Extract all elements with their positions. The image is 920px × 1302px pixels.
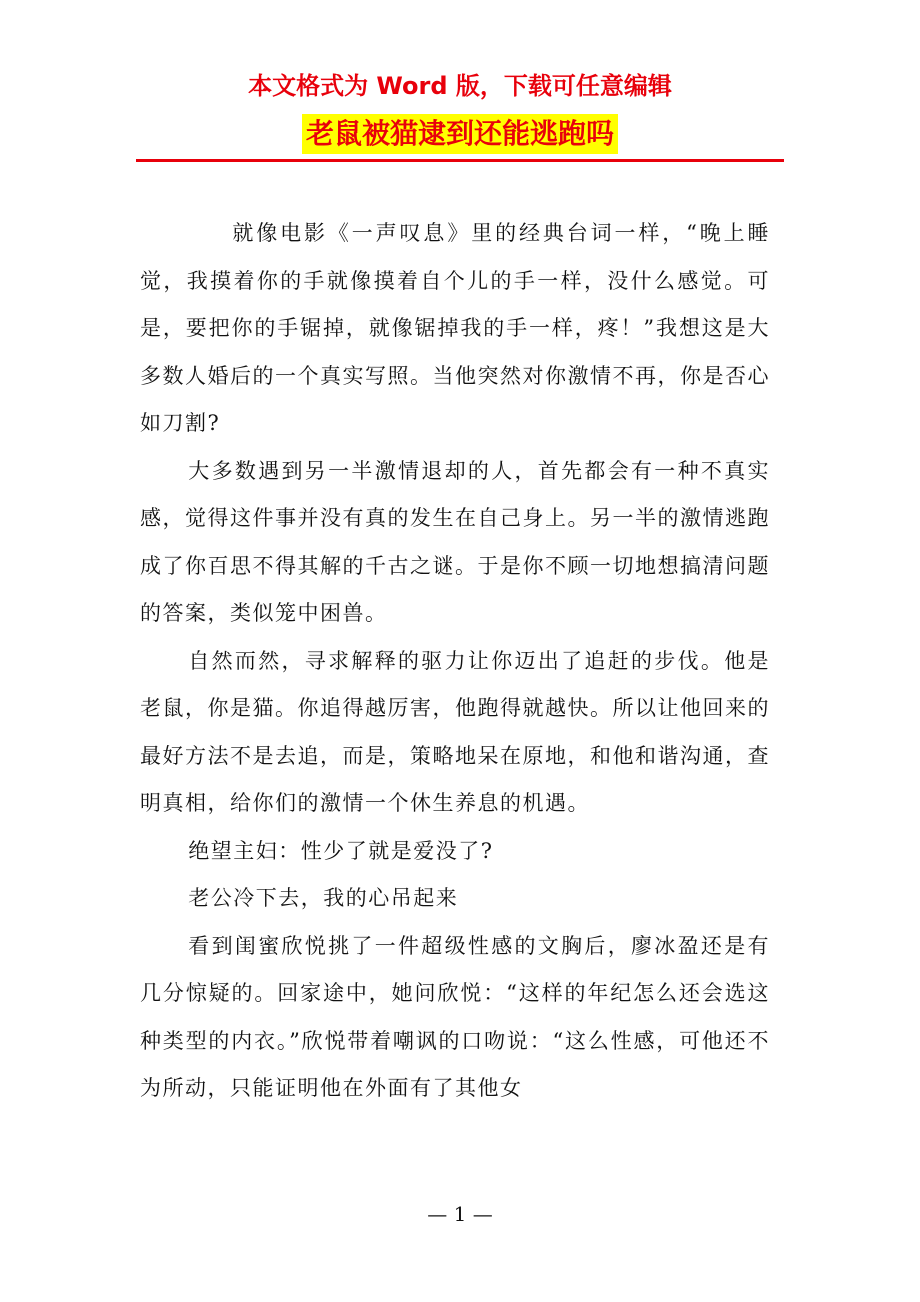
- document-title: 老鼠被猫逮到还能逃跑吗: [302, 114, 618, 154]
- body-paragraph: 大多数遇到另一半激情退却的人，首先都会有一种不真实感，觉得这件事并没有真的发生在自己身上。另一半的激情逃跑成了你百思不得其解的千古之谜。于是你不顾一切地想搞清问题的答案，类似笼中困兽。: [140, 458, 770, 625]
- document-body: [140, 210, 770, 1113]
- body-paragraph: 老公冷下去，我的心吊起来: [188, 886, 459, 910]
- body-paragraph: 绝望主妇：性少了就是爱没了?: [188, 838, 494, 863]
- format-notice-banner: 本文格式为 Word 版，下载可任意编辑: [248, 72, 672, 100]
- title-divider: [136, 159, 784, 162]
- page-number: — 1 —: [427, 1202, 493, 1226]
- body-paragraph: 自然而然，寻求解释的驱力让你迈出了追赶的步伐。他是老鼠，你是猫。你追得越厉害，他跑得就越快。所以让他回来的最好方法不是去追，而是，策略地呆在原地，和他和谐沟通，查明真相，给你们的激情一个休生养息的机遇。: [140, 648, 770, 815]
- body-paragraph: 看到闺蜜欣悦挑了一件超级性感的文胸后，廖冰盈还是有几分惊疑的。回家途中，她问欣悦：“这样的年纪怎么还会选这种类型的内衣。”欣悦带着嘲讽的口吻说：“这么性感，可他还不为所动，只能证明他在外面有了其他女: [140, 933, 770, 1100]
- body-paragraph: 就像电影《一声叹息》里的经典台词一样，“晚上睡觉，我摸着你的手就像摸着自个儿的手一样，没什么感觉。可是，要把你的手锯掉，就像锯掉我的手一样，疼！”我想这是大多数人婚后的一个真实写照。当他突然对你激情不再，你是否心如刀割?: [140, 221, 770, 435]
- title-container: [0, 114, 920, 154]
